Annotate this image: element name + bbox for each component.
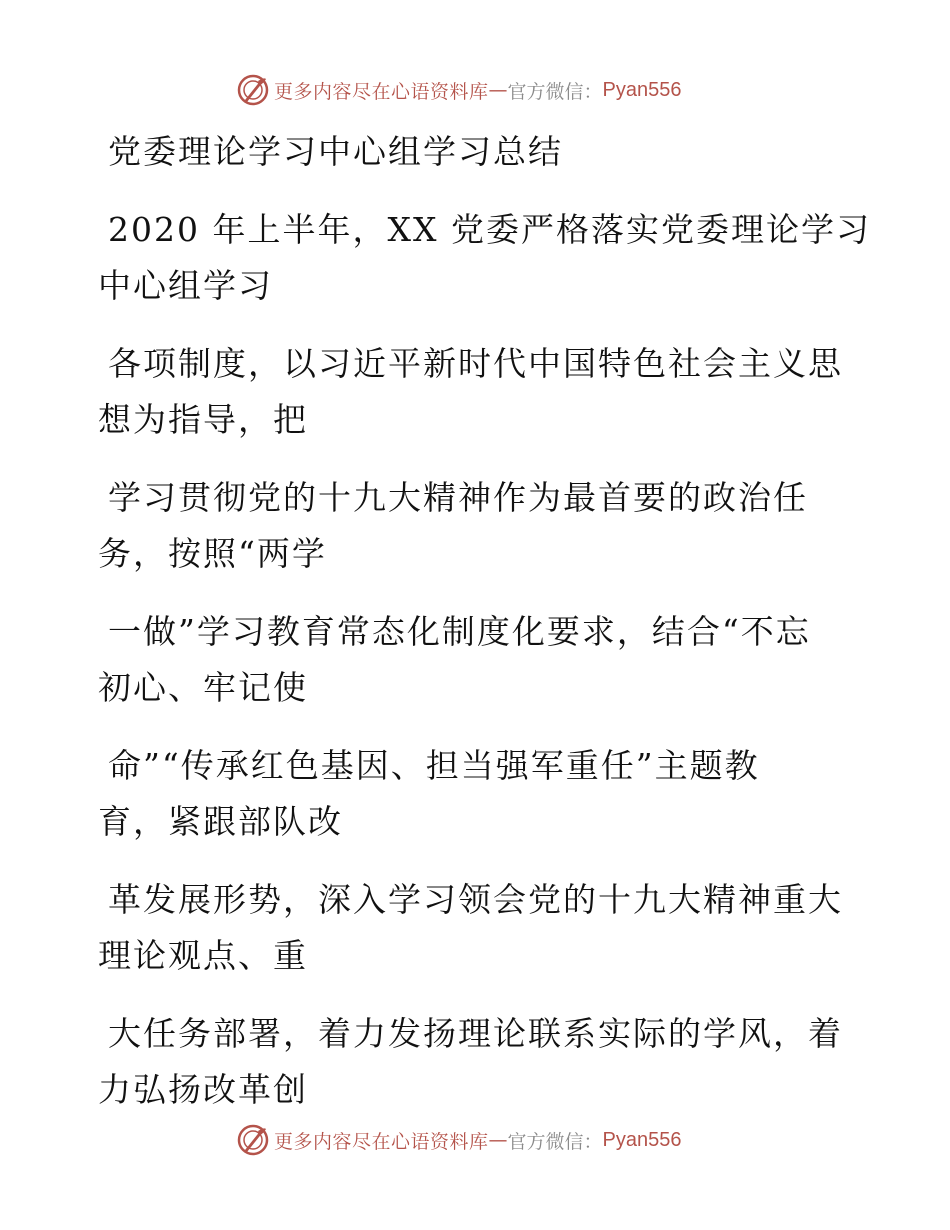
paragraph-line: 中心组学习	[98, 266, 273, 305]
document-body	[98, 124, 871, 1118]
watermark-main-text: 更多内容尽在心语资料库	[274, 80, 489, 103]
paragraph	[98, 202, 871, 314]
paragraph-line: 各项制度，以习近平新时代中国特色社会主义思	[108, 344, 843, 383]
paragraph	[98, 738, 838, 850]
paragraph-line: 想为指导，把	[98, 400, 308, 439]
paragraph-line: 一做”学习教育常态化制度化要求，结合“不忘	[108, 612, 811, 651]
watermark-dash: —	[488, 1129, 508, 1151]
header-watermark	[236, 72, 756, 108]
quill-logo-icon	[236, 1123, 270, 1157]
paragraph	[98, 336, 843, 448]
watermark-dash: —	[488, 79, 508, 101]
paragraph	[98, 470, 838, 582]
paragraph-line: 2020 年上半年，XX 党委严格落实党委理论学习	[108, 210, 871, 249]
paragraph-line: 力弘扬改革创	[98, 1070, 308, 1109]
paragraph-line: 育，紧跟部队改	[98, 802, 343, 841]
watermark-id: Pyan556	[602, 1128, 682, 1151]
paragraph-line: 务，按照“两学	[98, 534, 327, 573]
quill-logo-icon	[236, 73, 270, 107]
paragraph-line: 大任务部署，着力发扬理论联系实际的学风，着	[108, 1014, 843, 1053]
paragraph-line: 革发展形势，深入学习领会党的十九大精神重大	[108, 880, 843, 919]
watermark-sub-text: 官方微信：	[507, 1130, 603, 1153]
document-title: 党委理论学习中心组学习总结	[108, 132, 563, 171]
paragraph-line: 理论观点、重	[98, 936, 308, 975]
watermark-id: Pyan556	[602, 78, 682, 101]
footer-watermark	[236, 1122, 756, 1158]
paragraph	[98, 1006, 843, 1118]
paragraph	[98, 604, 838, 716]
paragraph-line: 命”“传承红色基因、担当强军重任”主题教	[108, 746, 760, 785]
watermark-sub-text: 官方微信：	[507, 80, 603, 103]
paragraph-line: 初心、牢记使	[98, 668, 308, 707]
paragraph-line: 学习贯彻党的十九大精神作为最首要的政治任	[108, 478, 808, 517]
watermark-main-text: 更多内容尽在心语资料库	[274, 1130, 489, 1153]
paragraph	[98, 872, 843, 984]
